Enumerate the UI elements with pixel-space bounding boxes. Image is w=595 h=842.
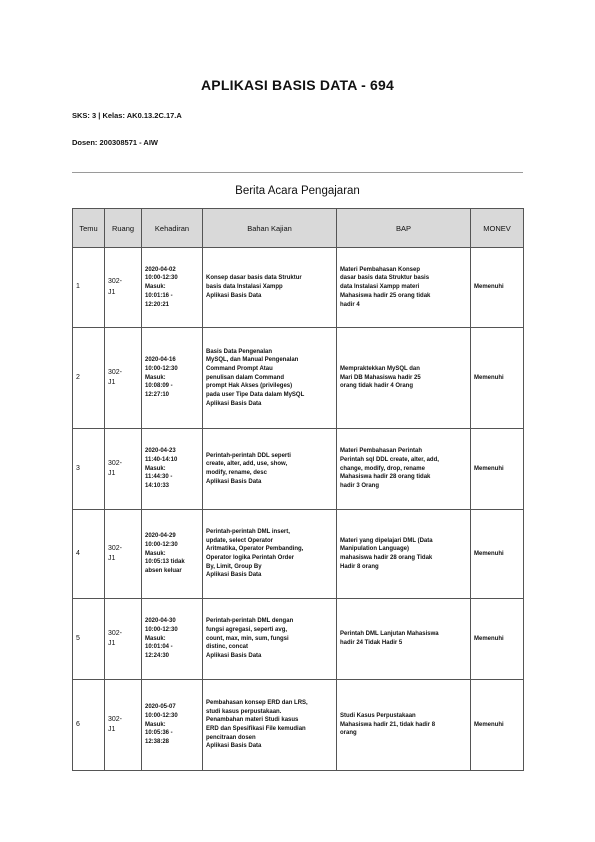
divider <box>72 172 523 173</box>
cell-ruang <box>105 599 142 680</box>
cell-monev: Memenuhi <box>471 680 524 771</box>
bahan-kajian-line: By, Limit, Group By <box>206 563 262 570</box>
kehadiran-line: absen keluar <box>145 568 182 575</box>
cell-bap <box>337 328 471 429</box>
bap-line: Mahasiswa hadir 25 orang tidak <box>340 292 431 299</box>
cell-temu: 3 <box>73 429 105 510</box>
cell-monev: Memenuhi <box>471 429 524 510</box>
kehadiran-line: 14:10:33 <box>145 483 170 490</box>
bahan-kajian-line: Aplikasi Basis Data <box>206 743 262 750</box>
kehadiran-line: 10:00-12:30 <box>145 541 178 548</box>
kehadiran-line: 10:00-12:30 <box>145 275 178 282</box>
cell-bahan-kajian <box>203 680 337 771</box>
kehadiran-line: 10:05:13 tidak <box>145 559 185 566</box>
bahan-kajian-line: pada user Tipe Data dalam MySQL <box>206 392 305 399</box>
cell-kehadiran <box>142 510 203 599</box>
bap-line: Mempraktekkan MySQL dan <box>340 365 420 372</box>
cell-bahan-kajian <box>203 510 337 599</box>
cell-kehadiran <box>142 429 203 510</box>
cell-kehadiran <box>142 599 203 680</box>
kehadiran-line: 10:00-12:30 <box>145 712 178 719</box>
cell-bahan-kajian <box>203 248 337 328</box>
ruang-line: J1 <box>108 288 116 296</box>
bahan-kajian-line: penulisan dalam Command <box>206 374 285 381</box>
bahan-kajian-line: Command Prompt Atau <box>206 365 273 372</box>
bahan-kajian-line: Perintah-perintah DDL seperti <box>206 452 291 459</box>
section-title: Berita Acara Pengajaran <box>235 185 360 197</box>
kehadiran-line: 2020-04-30 <box>145 618 176 625</box>
cell-ruang <box>105 328 142 429</box>
kehadiran-line: 10:08:09 - <box>145 383 173 390</box>
ruang-line: 302- <box>108 715 123 723</box>
cell-bahan-kajian <box>203 599 337 680</box>
bap-line: Mahasiswa hadir 28 orang tidak <box>340 474 431 481</box>
header-bap: BAP <box>337 209 471 248</box>
kehadiran-line: 12:38:28 <box>145 739 170 746</box>
bap-line: Mari DB Mahasiswa hadir 25 <box>340 374 421 381</box>
cell-bap <box>337 599 471 680</box>
bahan-kajian-line: create, alter, add, use, show, <box>206 461 288 468</box>
cell-temu: 2 <box>73 328 105 429</box>
bahan-kajian-line: Aplikasi Basis Data <box>206 400 262 407</box>
bap-line: hadir 24 Tidak Hadir 5 <box>340 640 403 646</box>
bahan-kajian-line: Aplikasi Basis Data <box>206 653 262 660</box>
ruang-line: J1 <box>108 726 116 733</box>
bahan-kajian-line: Penambahan materi Studi kasus <box>206 717 299 724</box>
kehadiran-line: 2020-05-07 <box>145 704 176 711</box>
table-row <box>73 328 524 429</box>
header-kehadiran: Kehadiran <box>142 209 203 248</box>
bap-line: Perintah DML Lanjutan Mahasiswa <box>340 631 439 638</box>
cell-bahan-kajian <box>203 429 337 510</box>
ruang-line: 302- <box>108 629 123 637</box>
bahan-kajian-line: basis data Instalasi Xampp <box>206 284 283 291</box>
cell-monev: Memenuhi <box>471 328 524 429</box>
bahan-kajian-line: MySQL, dan Manual Pengenalan <box>206 357 299 364</box>
table-row <box>73 429 524 510</box>
table-row <box>73 680 524 771</box>
kehadiran-line: 2020-04-23 <box>145 448 176 455</box>
ruang-line: J1 <box>108 640 116 647</box>
cell-monev: Memenuhi <box>471 510 524 599</box>
kehadiran-line: 2020-04-02 <box>145 266 176 273</box>
ruang-line: 302- <box>108 459 123 467</box>
kehadiran-line: Masuk: <box>145 284 166 291</box>
bahan-kajian-line: update, select Operator <box>206 537 274 544</box>
kehadiran-line: 2020-04-29 <box>145 533 176 540</box>
bahan-kajian-line: Pembahasan konsep ERD dan LRS, <box>206 699 308 706</box>
bap-line: orang tidak hadir 4 Orang <box>340 383 414 390</box>
bahan-kajian-line: Basis Data Pengenalan <box>206 348 273 355</box>
table-row <box>73 510 524 599</box>
kehadiran-line: 10:00-12:30 <box>145 365 178 372</box>
bap-line: Materi Pembahasan Konsep <box>340 266 421 273</box>
kehadiran-line: 10:00-12:30 <box>145 626 178 633</box>
kehadiran-line: Masuk: <box>145 374 166 381</box>
cell-bap <box>337 680 471 771</box>
bahan-kajian-line: fungsi agregasi, seperti avg, <box>206 626 288 633</box>
bahan-kajian-line: Perintah-perintah DML insert, <box>206 528 290 535</box>
class-info: SKS: 3 | Kelas: AK0.13.2C.17.A <box>72 111 182 120</box>
cell-kehadiran <box>142 248 203 328</box>
ruang-line: J1 <box>108 470 116 477</box>
bap-line: Studi Kasus Perpustakaan <box>340 712 416 719</box>
bap-line: Hadir 8 orang <box>340 563 379 570</box>
cell-ruang <box>105 510 142 599</box>
kehadiran-line: Masuk: <box>145 635 166 642</box>
teaching-report-table <box>72 208 524 771</box>
bap-line: Materi Pembahasan Perintah <box>340 448 423 455</box>
table-row <box>73 599 524 680</box>
bap-line: change, modify, drop, rename <box>340 465 425 472</box>
cell-monev: Memenuhi <box>471 599 524 680</box>
kehadiran-line: 12:27:10 <box>145 392 170 399</box>
bahan-kajian-line: Aritmatika, Operator Pembanding, <box>206 546 304 553</box>
bap-line: Mahasiswa hadir 21, tidak hadir 8 <box>340 721 436 728</box>
bahan-kajian-line: pencitraan dosen <box>206 734 256 741</box>
kehadiran-line: 12:24:30 <box>145 653 170 660</box>
cell-bap <box>337 248 471 328</box>
ruang-line: 302- <box>108 368 123 376</box>
bahan-kajian-line: distinc, concat <box>206 644 249 651</box>
header-monev: MONEV <box>471 209 524 248</box>
bap-line: mahasiswa hadir 28 orang Tidak <box>340 555 433 561</box>
kehadiran-line: 2020-04-16 <box>145 357 176 364</box>
kehadiran-line: 10:05:36 - <box>145 730 173 737</box>
kehadiran-line: 11:44:30 - <box>145 474 173 481</box>
kehadiran-line: Masuk: <box>145 465 166 472</box>
header-ruang: Ruang <box>105 209 142 248</box>
bap-line: orang <box>340 730 357 737</box>
table-row <box>73 248 524 328</box>
bahan-kajian-line: Konsep dasar basis data Struktur <box>206 275 302 282</box>
bahan-kajian-line: Aplikasi Basis Data <box>206 292 262 299</box>
cell-kehadiran <box>142 328 203 429</box>
bap-line: data Instalasi Xampp materi <box>340 284 420 291</box>
cell-kehadiran <box>142 680 203 771</box>
cell-temu: 1 <box>73 248 105 328</box>
bap-line: Perintah sql DDL create, alter, add, <box>340 456 439 463</box>
ruang-line: J1 <box>108 555 116 562</box>
bap-line: dasar basis data Struktur basis <box>340 275 430 282</box>
bap-line: hadir 3 Orang <box>340 483 380 490</box>
page-title: APLIKASI BASIS DATA - 694 <box>201 77 394 93</box>
cell-ruang <box>105 429 142 510</box>
ruang-line: 302- <box>108 544 123 552</box>
bap-line: Manipulation Language) <box>340 546 409 553</box>
kehadiran-line: 10:01:16 - <box>145 292 173 299</box>
cell-temu: 5 <box>73 599 105 680</box>
ruang-line: 302- <box>108 278 123 285</box>
bahan-kajian-line: count, max, min, sum, fungsi <box>206 635 289 642</box>
kehadiran-line: 11:40-14:10 <box>145 456 178 463</box>
bahan-kajian-line: modify, rename, desc <box>206 470 267 476</box>
cell-ruang <box>105 680 142 771</box>
bahan-kajian-line: ERD dan Spesifikasi File kemudian <box>206 726 306 732</box>
bap-line: hadir 4 <box>340 301 360 308</box>
table-header-row <box>73 209 524 248</box>
cell-temu: 6 <box>73 680 105 771</box>
kehadiran-line: Masuk: <box>145 550 166 557</box>
bahan-kajian-line: Aplikasi Basis Data <box>206 572 262 579</box>
bahan-kajian-line: Operator logika Perintah Order <box>206 555 295 561</box>
bahan-kajian-line: prompt Hak Akses (privileges) <box>206 383 293 390</box>
bahan-kajian-line: studi kasus perpustakaan. <box>206 708 282 715</box>
cell-monev: Memenuhi <box>471 248 524 328</box>
cell-bahan-kajian <box>203 328 337 429</box>
ruang-line: J1 <box>108 379 116 386</box>
header-temu: Temu <box>73 209 105 248</box>
cell-bap <box>337 429 471 510</box>
cell-bap <box>337 510 471 599</box>
bap-line: Materi yang dipelajari DML (Data <box>340 537 433 544</box>
header-bahan-kajian: Bahan Kajian <box>203 209 337 248</box>
bahan-kajian-line: Aplikasi Basis Data <box>206 478 262 485</box>
cell-ruang <box>105 248 142 328</box>
cell-temu: 4 <box>73 510 105 599</box>
bahan-kajian-line: Perintah-perintah DML dengan <box>206 618 294 625</box>
kehadiran-line: 12:20:21 <box>145 301 170 308</box>
lecturer-info: Dosen: 200308571 - AIW <box>72 138 159 147</box>
kehadiran-line: 10:01:04 - <box>145 644 173 651</box>
kehadiran-line: Masuk: <box>145 721 166 728</box>
